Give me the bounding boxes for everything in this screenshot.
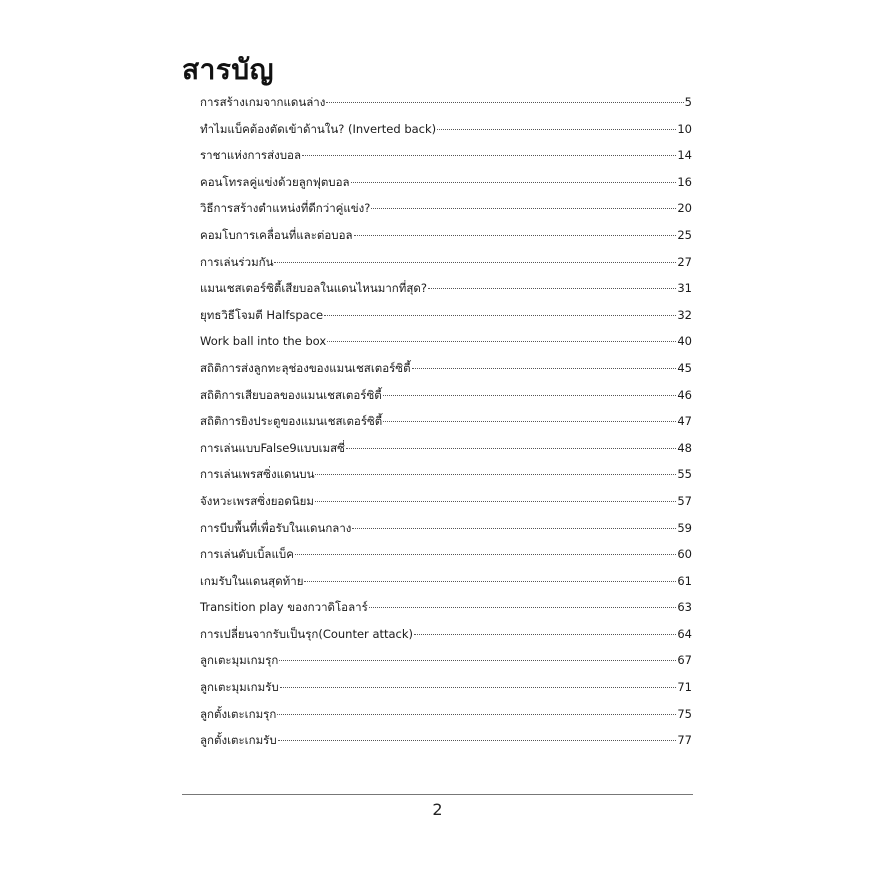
- dot-leader: [278, 740, 677, 741]
- footer-divider: [182, 794, 693, 795]
- dot-leader: [414, 634, 676, 635]
- dot-leader: [302, 155, 676, 156]
- toc-entry[interactable]: [200, 249, 692, 276]
- toc-entry-title: คอนโทรลคู่แข่งด้วยลูกฟุตบอล: [200, 174, 350, 189]
- toc-entry-page: 61: [677, 573, 692, 588]
- toc-entry-page: 10: [677, 121, 692, 136]
- dot-leader: [274, 262, 676, 263]
- toc-entry-title: การเล่นร่วมกัน: [200, 254, 274, 269]
- toc-entry-title: สถิติการเสียบอลของแมนเชสเตอร์ซิตี้: [200, 387, 382, 402]
- dot-leader: [295, 554, 676, 555]
- toc-entry-page: 25: [677, 227, 692, 242]
- toc-entry-title: Work ball into the box: [200, 334, 327, 349]
- toc-entry-page: 77: [677, 733, 692, 748]
- toc-entry[interactable]: [200, 408, 692, 435]
- toc-entry-title: Transition play ของกวาดิโอลาร์: [200, 600, 368, 615]
- toc-entry-title: คอมโบการเคลื่อนที่และต่อบอล: [200, 227, 353, 242]
- dot-leader: [383, 395, 677, 396]
- toc-entry-page: 63: [677, 600, 692, 615]
- toc-entry-title: วิธีการสร้างตำแหน่งที่ดีกว่าคู่แข่ง?: [200, 201, 371, 216]
- dot-leader: [354, 235, 677, 236]
- toc-entry[interactable]: [200, 594, 692, 621]
- dot-leader: [383, 421, 676, 422]
- dot-leader: [437, 129, 676, 130]
- toc-entry[interactable]: [200, 382, 692, 409]
- toc-entry-page: 16: [677, 174, 692, 189]
- toc-entry-title: แมนเชสเตอร์ซิตี้เสียบอลในแดนไหนมากที่สุด?: [200, 281, 427, 296]
- dot-leader: [277, 714, 676, 715]
- toc-entry-page: 67: [677, 653, 692, 668]
- toc-entry[interactable]: [200, 515, 692, 542]
- dot-leader: [351, 182, 677, 183]
- toc-entry-page: 45: [677, 360, 692, 375]
- toc-entry-page: 14: [677, 148, 692, 163]
- dot-leader: [352, 528, 676, 529]
- toc-entry-title: สถิติการยิงประตูของแมนเชสเตอร์ซิตี้: [200, 414, 383, 429]
- toc-entry-title: ลูกเตะมุมเกมรับ: [200, 680, 279, 695]
- toc-entry-title: การเปลี่ยนจากรับเป็นรุก(Counter attack): [200, 626, 414, 641]
- toc-entry-title: จังหวะเพรสซิ่งยอดนิยม: [200, 493, 314, 508]
- dot-leader: [280, 687, 677, 688]
- toc-entry[interactable]: [200, 568, 692, 595]
- toc-entry-title: การเล่นเพรสซิ่งแดนบน: [200, 467, 315, 482]
- toc-entry[interactable]: [200, 142, 692, 169]
- toc-entry-title: เกมรับในแดนสุดท้าย: [200, 573, 304, 588]
- toc-entry-page: 60: [677, 547, 692, 562]
- dot-leader: [369, 607, 677, 608]
- toc-entry-page: 47: [677, 414, 692, 429]
- toc-entry[interactable]: [200, 355, 692, 382]
- dot-leader: [327, 341, 676, 342]
- toc-entry-page: 31: [677, 281, 692, 296]
- dot-leader: [315, 474, 676, 475]
- toc-entry-page: 20: [677, 201, 692, 216]
- toc-entry-page: 55: [677, 467, 692, 482]
- toc-entry-page: 48: [677, 440, 692, 455]
- toc-entry[interactable]: [200, 275, 692, 302]
- toc-entry-page: 57: [677, 493, 692, 508]
- toc-entry-page: 71: [677, 680, 692, 695]
- dot-leader: [412, 368, 677, 369]
- toc-entry-title: การเล่นแบบFalse9แบบเมสซี่: [200, 440, 345, 455]
- toc-entry-title: ราชาแห่งการส่งบอล: [200, 148, 301, 163]
- toc-entry-page: 64: [677, 626, 692, 641]
- toc-entry[interactable]: [200, 222, 692, 249]
- dot-leader: [324, 315, 676, 316]
- toc-entry-title: ลูกตั้งเตะเกมรุก: [200, 706, 277, 721]
- toc-entry-title: สถิติการส่งลูกทะลุช่องของแมนเชสเตอร์ซิตี้: [200, 360, 411, 375]
- toc-entry-title: การบีบพื้นที่เพื่อรับในแดนกลาง: [200, 520, 352, 535]
- toc-entry-page: 32: [677, 307, 692, 322]
- toc-heading: สารบัญ: [182, 53, 274, 86]
- toc-entry-title: ยุทธวิธีโจมตี Halfspace: [200, 307, 324, 322]
- toc-entry-page: 27: [677, 254, 692, 269]
- toc-entry[interactable]: [200, 701, 692, 728]
- toc-entry-title: ทำไมแบ็คต้องตัดเข้าด้านใน? (Inverted back): [200, 121, 437, 136]
- toc-entry-title: ลูกเตะมุมเกมรุก: [200, 653, 279, 668]
- toc-entry-page: 75: [677, 706, 692, 721]
- toc-entry[interactable]: [200, 89, 692, 116]
- toc-entry-page: 5: [684, 95, 692, 109]
- dot-leader: [304, 581, 676, 582]
- toc-entry[interactable]: [200, 328, 692, 355]
- toc-entry-page: 59: [677, 520, 692, 535]
- toc-entry-title: ลูกตั้งเตะเกมรับ: [200, 733, 277, 748]
- toc-entry-page: 40: [677, 334, 692, 349]
- toc-entry[interactable]: [200, 461, 692, 488]
- toc-entry[interactable]: [200, 435, 692, 462]
- table-of-contents: [200, 89, 692, 754]
- toc-entry[interactable]: [200, 169, 692, 196]
- toc-entry[interactable]: [200, 488, 692, 515]
- toc-entry[interactable]: [200, 621, 692, 648]
- dot-leader: [346, 448, 676, 449]
- dot-leader: [428, 288, 676, 289]
- page-number: 2: [432, 800, 443, 819]
- toc-entry[interactable]: [200, 116, 692, 143]
- dot-leader: [315, 501, 676, 502]
- toc-entry[interactable]: [200, 541, 692, 568]
- toc-entry-title: การเล่นดับเบิ้ลแบ็ค: [200, 547, 294, 562]
- toc-entry[interactable]: [200, 647, 692, 674]
- dot-leader: [279, 660, 676, 661]
- toc-entry[interactable]: [200, 302, 692, 329]
- dot-leader: [326, 102, 683, 103]
- toc-entry[interactable]: [200, 195, 692, 222]
- toc-entry[interactable]: [200, 727, 692, 754]
- toc-entry[interactable]: [200, 674, 692, 701]
- toc-entry-title: การสร้างเกมจากแดนล่าง: [200, 95, 326, 109]
- dot-leader: [371, 208, 676, 209]
- toc-entry-page: 46: [677, 387, 692, 402]
